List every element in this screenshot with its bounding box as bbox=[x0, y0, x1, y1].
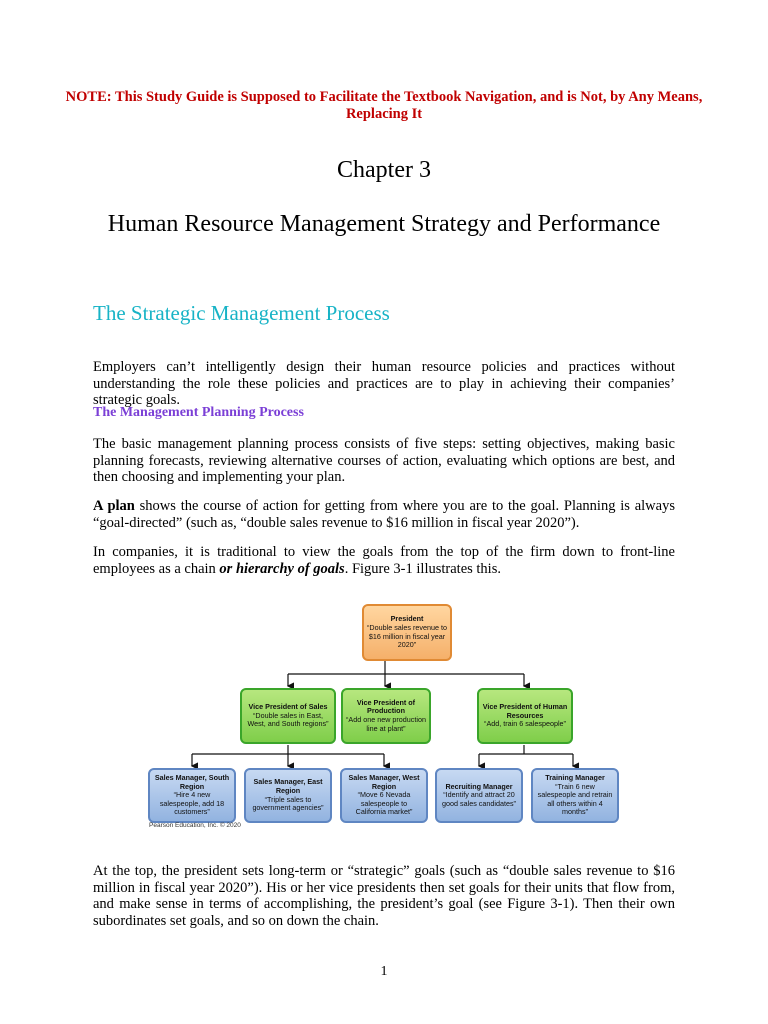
sales-manager-west-role: Sales Manager, West Region bbox=[348, 773, 420, 791]
plan-definition-text: shows the course of action for getting from where you are to the goal. Planning is always “goal-directed” (such as, “double sales revenue to $16 million in fiscal year 2020”). bbox=[93, 498, 675, 531]
paragraph-goal-cascade: At the top, the president sets long-term or “strategic” goals (such as “double sales revenue to $16 million in fiscal year 2020”). His or her vice presidents then set goals for their units that flow from, and make sense in terms of accomplishing, the president’s goal (see Figure 3-1). Then their own subordinates set goals, and so on down the chain. bbox=[93, 863, 675, 929]
plan-term: A plan bbox=[93, 498, 135, 514]
training-manager-goal: “Train 6 new salespeople and retrain all others within 4 months” bbox=[537, 781, 613, 817]
vp-sales-box bbox=[240, 688, 336, 744]
sales-manager-east-goal: “Triple sales to government agencies” bbox=[252, 794, 324, 813]
vp-hr-role: Vice President of Human Resources bbox=[482, 702, 568, 720]
vp-hr-goal: “Add, train 6 salespeople” bbox=[484, 719, 566, 729]
recruiting-manager-box bbox=[435, 768, 523, 823]
vp-production-goal: “Add one new production line at plant” bbox=[346, 715, 426, 733]
sales-manager-south-box bbox=[148, 768, 236, 823]
paragraph-plan-definition bbox=[93, 498, 675, 531]
recruiting-manager-goal: “Identify and attract 20 good sales candidates” bbox=[442, 790, 516, 808]
chapter-title: Human Resource Management Strategy and Performance bbox=[107, 211, 661, 237]
study-guide-note: NOTE: This Study Guide is Supposed to Facilitate the Textbook Navigation, and is Not, by Any Means, Replacing It bbox=[65, 89, 703, 122]
vp-hr-box bbox=[477, 688, 573, 744]
sales-manager-south-role: Sales Manager, South Region bbox=[154, 773, 230, 791]
president-box bbox=[362, 604, 452, 661]
paragraph-planning-steps: The basic management planning process consists of five steps: setting objectives, making basic planning forecasts, reviewing alternative courses of action, evaluating which options are best, and then choosing and implementing your plan. bbox=[93, 436, 675, 485]
subheading-planning-process: The Management Planning Process bbox=[93, 405, 304, 420]
section-heading: The Strategic Management Process bbox=[93, 301, 390, 325]
figure-credit: Pearson Education, Inc. © 2020 bbox=[149, 822, 241, 829]
paragraph-intro: Employers can’t intelligently design their human resource policies and practices without understanding the role these policies and practices are to play in achieving their companies’ strategic goals. bbox=[93, 359, 675, 408]
hierarchy-term: or hierarchy of goals bbox=[219, 560, 345, 577]
page-number: 1 bbox=[380, 964, 388, 979]
hierarchy-text-after: . Figure 3-1 illustrates this. bbox=[344, 560, 501, 577]
hierarchy-text-before: In companies, it is traditional to view the goals from the top of the firm down to front-line employees as a chain bbox=[93, 544, 675, 577]
paragraph-hierarchy bbox=[93, 544, 675, 577]
vp-production-box bbox=[341, 688, 431, 744]
sales-manager-west-goal: “Move 6 Nevada salespeople to California market” bbox=[355, 790, 413, 817]
vp-sales-goal: “Double sales in East, West, and South regions” bbox=[247, 710, 329, 729]
sales-manager-east-box bbox=[244, 768, 332, 823]
sales-manager-west-box bbox=[340, 768, 428, 823]
sales-manager-east-role: Sales Manager, East Region bbox=[253, 777, 323, 795]
vp-production-role: Vice President of Production bbox=[356, 697, 416, 716]
vp-sales-role: Vice President of Sales bbox=[248, 702, 328, 712]
recruiting-manager-role: Recruiting Manager bbox=[445, 781, 513, 791]
training-manager-role: Training Manager bbox=[545, 773, 605, 783]
training-manager-box bbox=[531, 768, 619, 823]
sales-manager-south-goal: “Hire 4 new salespeople, add 18 customers” bbox=[159, 790, 225, 817]
president-goal: “Double sales revenue to $16 million in fiscal year 2020” bbox=[367, 622, 447, 650]
president-role: President bbox=[390, 614, 424, 624]
chapter-number: Chapter 3 bbox=[337, 157, 431, 183]
goals-hierarchy-figure bbox=[147, 600, 625, 832]
